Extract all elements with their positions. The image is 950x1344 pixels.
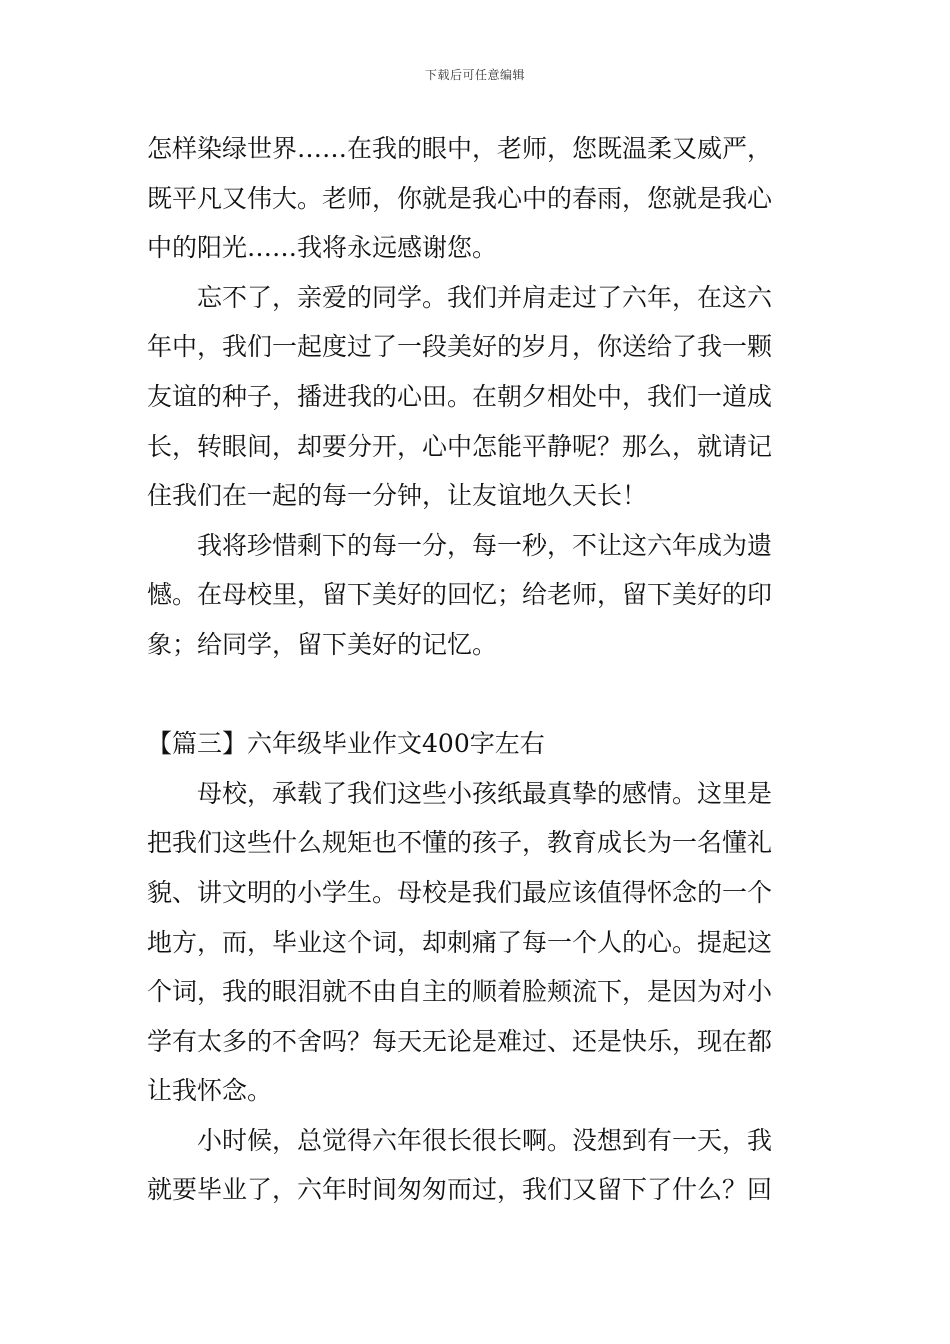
text-line: 地方，而，毕业这个词，却刺痛了每一个人的心。提起这 [147,927,773,957]
text-line: 把我们这些什么规矩也不懂的孩子，教育成长为一名懂礼 [147,828,773,858]
text-line: 母校，承载了我们这些小孩纸最真挚的感情。这里是 [197,778,773,808]
text-line: 中的阳光……我将永远感谢您。 [147,233,498,263]
text-line: 忘不了，亲爱的同学。我们并肩走过了六年，在这六 [197,282,773,312]
text-line: 憾。在母校里，留下美好的回忆；给老师，留下美好的印 [147,580,773,610]
paragraph-classmates [147,273,807,521]
text-line: 长，转眼间，却要分开，心中怎能平静呢？那么，就请记 [147,431,773,461]
text-line: 年中，我们一起度过了一段美好的岁月，你送给了我一颗 [147,332,773,362]
paragraph-childhood [147,1116,807,1215]
text-line: 个词，我的眼泪就不由自主的顺着脸颊流下，是因为对小 [147,977,773,1007]
section-spacer [147,670,807,720]
page-header-note: 下载后可任意编辑 [424,68,525,82]
text-line: 学有太多的不舍吗？每天无论是难过、还是快乐，现在都 [147,1026,773,1056]
text-line: 让我怀念。 [147,1076,273,1106]
paragraph-teacher [147,124,807,273]
text-line: 小时候，总觉得六年很长很长啊。没想到有一天，我 [197,1125,773,1155]
text-line: 我将珍惜剩下的每一分，每一秒，不让这六年成为遗 [197,530,773,560]
text-line: 住我们在一起的每一分钟，让友谊地久天长！ [147,481,648,511]
document-body [147,124,807,1215]
text-line: 貌、讲文明的小学生。母校是我们最应该值得怀念的一个 [147,877,773,907]
paragraph-alma-mater [147,769,807,1116]
text-line: 就要毕业了，六年时间匆匆而过，我们又留下了什么？回 [147,1175,773,1205]
text-line: 友谊的种子，播进我的心田。在朝夕相处中，我们一道成 [147,381,773,411]
section-heading: 【篇三】六年级毕业作文400字左右 [147,729,545,759]
text-line: 怎样染绿世界……在我的眼中，老师，您既温柔又威严， [147,134,773,163]
text-line: 象；给同学，留下美好的记忆。 [147,629,498,659]
paragraph-cherish [147,521,807,670]
text-line: 既平凡又伟大。老师，你就是我心中的春雨，您就是我心 [147,183,773,213]
